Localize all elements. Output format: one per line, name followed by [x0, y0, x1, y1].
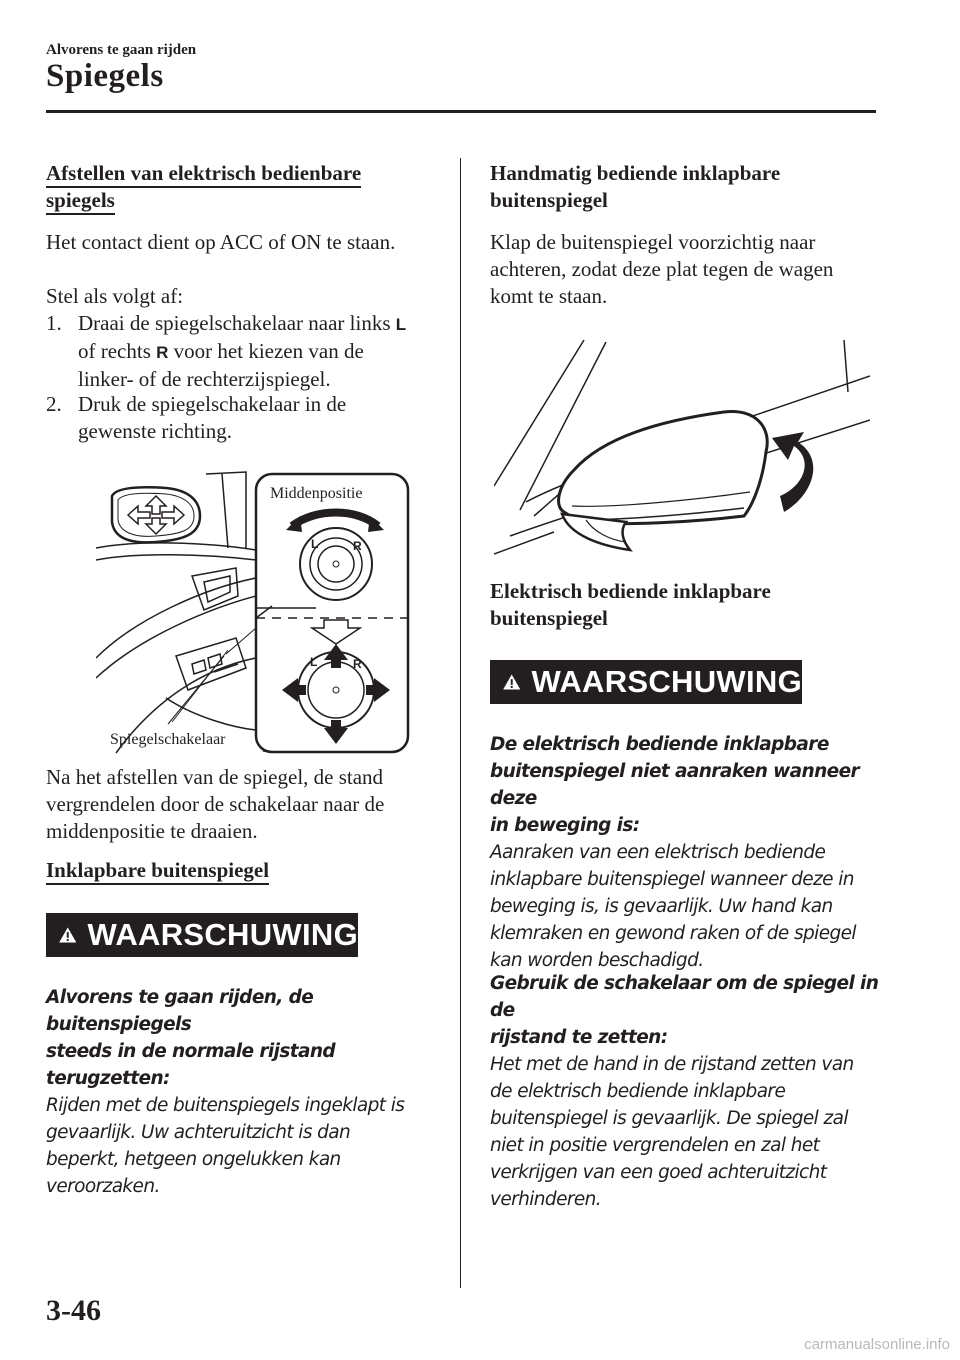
warning-line: niet in positie vergrendelen en zal het: [490, 1135, 820, 1156]
page-title: Spiegels: [46, 58, 164, 94]
warning-line: gevaarlijk. Uw achteruitzicht is dan: [46, 1122, 351, 1143]
step-number: 2.: [46, 392, 62, 416]
section-heading-manual-folding: [490, 160, 780, 214]
heading-line: Inklapbare buitenspiegel: [46, 858, 269, 885]
warning-text-driving: [46, 984, 446, 1200]
watermark: carmanualsonline.info: [804, 1336, 950, 1353]
step-text: Draai de spiegelschakelaar naar links: [78, 311, 396, 335]
warning-triangle-icon: [58, 920, 77, 950]
folding-mirror-illustration: [494, 336, 870, 560]
step-text: Druk de spiegelschakelaar in de: [78, 392, 347, 416]
warning-label: WAARSCHUWING: [87, 917, 358, 952]
warning-text-use-switch: [490, 970, 890, 1213]
warning-line: Het met de hand in de rijstand zetten van: [490, 1054, 854, 1075]
warning-label: WAARSCHUWING: [531, 664, 802, 699]
heading-line: Elektrisch bediende inklapbare: [490, 579, 771, 603]
warning-line: buitenspiegel is gevaarlijk. De spiegel zal: [490, 1108, 848, 1129]
step-text: linker- of de rechterzijspiegel.: [78, 367, 331, 391]
knob-l-symbol: L: [310, 655, 318, 669]
warning-bold-line: Gebruik de schakelaar om de spiegel in de: [490, 973, 879, 1021]
warning-banner: [46, 913, 358, 957]
warning-bold-line: buitenspiegel niet aanraken wanneer deze: [490, 761, 860, 809]
text-line: Klap de buitenspiegel voorzichtig naar: [490, 230, 816, 254]
knob-r-symbol: R: [353, 657, 362, 671]
text-line: vergrendelen door de schakelaar naar de: [46, 792, 385, 816]
warning-bold-line: rijstand te zetten:: [490, 1027, 668, 1048]
section-heading-electric-mirrors: [46, 160, 361, 214]
warning-triangle-icon: [502, 667, 521, 697]
warning-bold-line: in beweging is:: [490, 815, 640, 836]
heading-line: buitenspiegel: [490, 606, 608, 630]
warning-line: Aanraken van een elektrisch bediende: [490, 842, 826, 863]
header-rule: [46, 110, 876, 113]
warning-line: de elektrisch bediende inklapbare: [490, 1081, 786, 1102]
warning-bold-line: steeds in de normale rijstand terugzetten:: [46, 1041, 336, 1089]
warning-line: verhinderen.: [490, 1189, 602, 1210]
warning-line: kan worden beschadigd.: [490, 950, 704, 971]
paragraph-steps-intro: Stel als volgt af:: [46, 284, 184, 308]
knob-l-symbol: L: [311, 537, 319, 551]
step-number: 1.: [46, 311, 62, 335]
warning-text-moving-mirror: [490, 731, 890, 974]
warning-bold-line: Alvorens te gaan rijden, de buitenspiegels: [46, 987, 314, 1035]
key-r-symbol: R: [156, 343, 169, 362]
paragraph-ignition: Het contact dient op ACC of ON te staan.: [46, 230, 396, 254]
knob-r-symbol: R: [353, 539, 362, 553]
warning-banner: [490, 660, 802, 704]
section-heading-electric-folding: [490, 578, 771, 632]
figure-label-middenpositie: Middenpositie: [270, 485, 363, 502]
section-heading-folding-mirror: [46, 857, 269, 884]
step-2: [46, 391, 446, 445]
step-text: gewenste richting.: [78, 419, 232, 443]
text-line: Na het afstellen van de spiegel, de stand: [46, 765, 384, 789]
heading-line: Afstellen van elektrisch bedienbare: [46, 161, 361, 188]
page-number: 3-46: [46, 1294, 101, 1327]
column-divider: [460, 158, 461, 1288]
warning-line: veroorzaken.: [46, 1176, 160, 1197]
warning-line: inklapbare buitenspiegel wanneer deze in: [490, 869, 854, 890]
text-line: komt te staan.: [490, 284, 608, 308]
warning-line: klemraken en gewond raken of de spiegel: [490, 923, 856, 944]
step-text: of rechts: [78, 339, 157, 363]
mirror-switch-illustration: [96, 468, 412, 756]
heading-line: spiegels: [46, 188, 115, 215]
chapter-title: Alvorens te gaan rijden: [46, 42, 197, 58]
text-line: middenpositie te draaien.: [46, 819, 258, 843]
warning-line: Rijden met de buitenspiegels ingeklapt is: [46, 1095, 405, 1116]
figure-label-spiegelschakelaar: Spiegelschakelaar: [110, 731, 226, 748]
warning-line: beweging is, is gevaarlijk. Uw hand kan: [490, 896, 833, 917]
paragraph-fold-back: [490, 229, 833, 310]
text-line: achteren, zodat deze plat tegen de wagen: [490, 257, 834, 281]
warning-line: verkrijgen van een goed achteruitzicht: [490, 1162, 827, 1183]
heading-line: Handmatig bediende inklapbare: [490, 161, 781, 185]
step-text: voor het kiezen van de: [168, 339, 364, 363]
paragraph-lock-position: [46, 764, 384, 845]
warning-line: beperkt, hetgeen ongelukken kan: [46, 1149, 341, 1170]
heading-line: buitenspiegel: [490, 188, 608, 212]
key-l-symbol: L: [395, 315, 407, 334]
warning-bold-line: De elektrisch bediende inklapbare: [490, 734, 829, 755]
step-1: [46, 310, 446, 393]
